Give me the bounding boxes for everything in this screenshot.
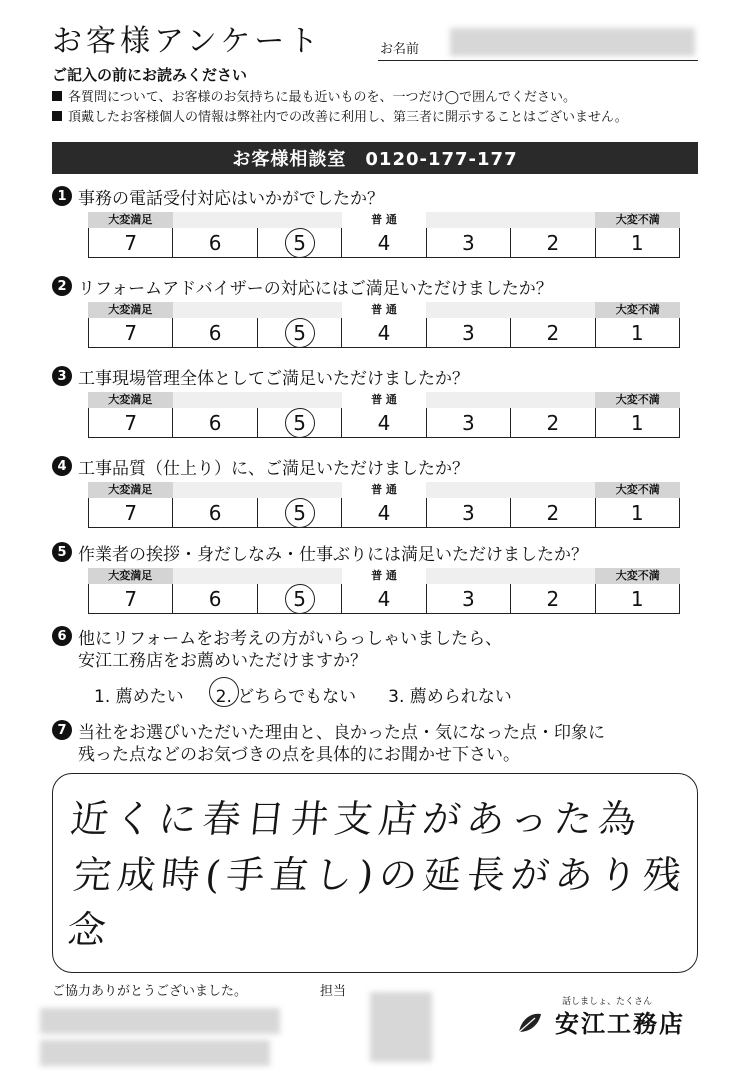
scale-label: [426, 212, 511, 228]
scale-label: 大変満足: [88, 212, 173, 228]
page-title: お客様アンケート: [52, 24, 323, 59]
scale-label: 大変不満: [595, 568, 680, 584]
thanks-text: ご協力ありがとうございました。: [52, 984, 248, 999]
rating-option[interactable]: 3: [427, 498, 511, 528]
scale-label: 大変満足: [88, 302, 173, 318]
scale-label: [257, 568, 342, 584]
question-6: [52, 624, 698, 707]
rating-option[interactable]: 3: [427, 318, 511, 348]
scale-label: [426, 482, 511, 498]
rating-option[interactable]: 3: [427, 228, 511, 258]
question-number-icon: 4: [52, 456, 72, 476]
rating-option[interactable]: 5: [258, 408, 342, 438]
scale-label: 大変満足: [88, 482, 173, 498]
company-logo: 安江工務店: [555, 1010, 685, 1038]
rating-scale: [88, 302, 680, 348]
handwritten-line-2: 完成時(手直し)の延長があり残念: [65, 853, 690, 952]
rating-option[interactable]: 4: [342, 318, 426, 348]
question-text: 残った点などのお気づきの点を具体的にお聞かせ下さい。: [78, 745, 520, 765]
rating-option[interactable]: 5: [258, 584, 342, 614]
name-label: お名前: [380, 42, 420, 57]
question-1: [52, 184, 698, 258]
selected-circle: [209, 677, 239, 707]
staff-label: 担当: [320, 984, 347, 999]
question-2: [52, 274, 698, 348]
rating-option[interactable]: 4: [342, 228, 426, 258]
scale-label: [173, 302, 258, 318]
selected-circle: [282, 582, 317, 617]
scale-label: 普 通: [371, 303, 397, 316]
question-text: リフォームアドバイザーの対応にはご満足いただけましたか？: [78, 278, 553, 299]
scale-label: 普 通: [371, 213, 397, 226]
address-redacted: [40, 1008, 280, 1034]
question-number-icon: 6: [52, 626, 72, 646]
scale-label: [426, 392, 511, 408]
rating-option[interactable]: 6: [173, 408, 257, 438]
selected-circle: [282, 226, 317, 261]
scale-label: [511, 212, 596, 228]
scale-label: 普 通: [371, 483, 397, 496]
scale-label: 大変不満: [595, 302, 680, 318]
option-1[interactable]: 1. 薦めたい: [94, 687, 184, 707]
scale-label: 大変不満: [595, 212, 680, 228]
question-number-icon: 3: [52, 366, 72, 386]
scale-label: [257, 212, 342, 228]
rating-option[interactable]: 1: [596, 318, 680, 348]
leaf-logo-icon: [515, 1010, 545, 1040]
intro-line: 頂戴したお客様個人の情報は弊社内での改善に利用し、第三者に開示することはございません。: [52, 106, 628, 125]
rating-option[interactable]: 2: [511, 318, 595, 348]
scale-label: 普 通: [371, 393, 397, 406]
question-7: [52, 718, 698, 768]
question-number-icon: 2: [52, 276, 72, 296]
rating-scale: [88, 482, 680, 528]
scale-label: 大変不満: [595, 392, 680, 408]
question-number-icon: 5: [52, 542, 72, 562]
question-number-icon: 1: [52, 186, 72, 206]
scale-label: [511, 568, 596, 584]
question-4: [52, 454, 698, 528]
rating-option[interactable]: 7: [89, 228, 173, 258]
rating-option[interactable]: 2: [511, 228, 595, 258]
rating-option[interactable]: 2: [511, 584, 595, 614]
scale-label: [173, 568, 258, 584]
rating-option[interactable]: 2: [511, 408, 595, 438]
rating-scale: [88, 212, 680, 258]
question-text: 工事品質（仕上り）に、ご満足いただけましたか？: [78, 458, 469, 479]
rating-option[interactable]: 5: [258, 498, 342, 528]
address-redacted: [40, 1040, 270, 1066]
question-text: 作業者の挨拶・身だしなみ・仕事ぶりには満足いただけましたか？: [78, 544, 588, 565]
selected-circle: [282, 496, 317, 531]
scale-label: [173, 212, 258, 228]
rating-option[interactable]: 1: [596, 584, 680, 614]
rating-option[interactable]: 1: [596, 228, 680, 258]
scale-label: 普 通: [371, 569, 397, 582]
bullet-square-icon: [52, 91, 62, 101]
rating-option[interactable]: 3: [427, 584, 511, 614]
handwritten-line-1: 近くに春日井支店があった為: [68, 797, 645, 841]
rating-option[interactable]: 6: [173, 498, 257, 528]
rating-option[interactable]: 6: [173, 228, 257, 258]
rating-option[interactable]: 1: [596, 498, 680, 528]
rating-option[interactable]: 4: [342, 498, 426, 528]
question-number-icon: 7: [52, 720, 72, 740]
consultation-banner: お客様相談室 0120-177-177: [52, 142, 698, 174]
scale-label: [426, 302, 511, 318]
scale-label: [511, 302, 596, 318]
scale-label: [511, 482, 596, 498]
tagline: 話しましょ、たくさん: [562, 997, 653, 1007]
question-3: [52, 364, 698, 438]
option-3[interactable]: 3. 薦められない: [388, 687, 512, 707]
selected-circle: [282, 406, 317, 441]
question-text: 他にリフォームをお考えの方がいらっしゃいましたら、: [78, 628, 503, 649]
scale-label: [257, 392, 342, 408]
rating-scale: [88, 568, 680, 614]
intro-line: 各質問について、お客様のお気持ちに最も近いものを、一つだけ◯で囲んでください。: [52, 86, 576, 105]
bullet-square-icon: [52, 111, 62, 121]
rating-scale: [88, 392, 680, 438]
rating-option[interactable]: 4: [342, 408, 426, 438]
rating-option[interactable]: 3: [427, 408, 511, 438]
name-line: [378, 60, 698, 61]
scale-label: [257, 302, 342, 318]
question-text: 当社をお選びいただいた理由と、良かった点・気になった点・印象に: [78, 722, 605, 743]
option-2[interactable]: 2. どちらでもない: [216, 682, 356, 707]
rating-option[interactable]: 5: [258, 228, 342, 258]
name-redacted: [450, 28, 695, 56]
scale-label: [173, 392, 258, 408]
rating-option[interactable]: 7: [89, 318, 173, 348]
scale-label: [257, 482, 342, 498]
scale-label: [426, 568, 511, 584]
scale-label: 大変満足: [88, 392, 173, 408]
free-answer-box[interactable]: [52, 773, 698, 973]
question-text: 事務の電話受付対応はいかがでしたか？: [78, 188, 384, 209]
rating-option[interactable]: 6: [173, 318, 257, 348]
rating-option[interactable]: 7: [89, 584, 173, 614]
rating-option[interactable]: 2: [511, 498, 595, 528]
scale-label: [173, 482, 258, 498]
scale-label: [511, 392, 596, 408]
intro-heading: ご記入の前にお読みください: [52, 66, 248, 84]
rating-option[interactable]: 6: [173, 584, 257, 614]
rating-option[interactable]: 7: [89, 408, 173, 438]
scale-label: 大変不満: [595, 482, 680, 498]
rating-option[interactable]: 5: [258, 318, 342, 348]
question-5: [52, 540, 698, 614]
question-text: 工事現場管理全体としてご満足いただけましたか？: [78, 368, 469, 389]
rating-option[interactable]: 7: [89, 498, 173, 528]
staff-redacted: [370, 992, 432, 1062]
rating-option[interactable]: 1: [596, 408, 680, 438]
question-text: 安江工務店をお薦めいただけますか？: [78, 651, 367, 671]
selected-circle: [282, 316, 317, 351]
scale-label: 大変満足: [88, 568, 173, 584]
rating-option[interactable]: 4: [342, 584, 426, 614]
